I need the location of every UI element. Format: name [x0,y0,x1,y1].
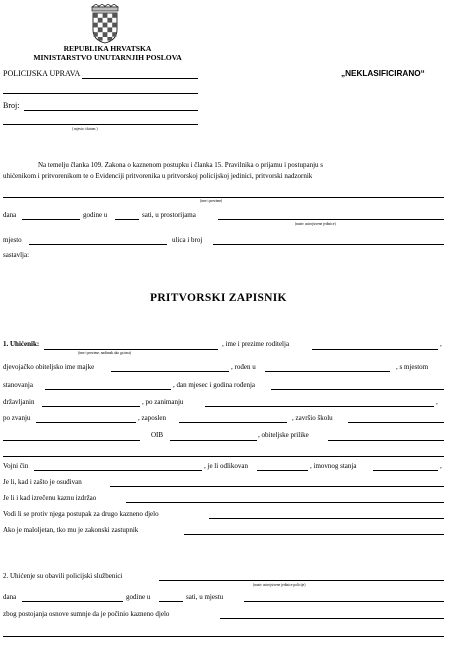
place-date-field[interactable] [3,124,198,125]
citizen-label: državljanin [3,398,35,406]
date-hours-label: sati, u prostorijama [142,211,196,219]
school-label: , završio školu [292,414,333,422]
intro-line-2: uhićenikom i pritvorenikom te o Evidenciji pritvorenika u pritvorskoj policijskoj jedinici, pritvorski nadzornik [3,172,313,180]
convicted-field[interactable] [110,486,444,487]
caught-field[interactable] [159,580,444,581]
profession-label: , po zanimanju [142,398,184,406]
other-proc-label: Vodi li se protiv njega postupak za drugo kazneno djelo [3,510,159,518]
arrested-name-hint: (ime i prezime, nadimak ako ga ima) [78,351,131,355]
residence-label: , s mjestom [396,363,429,371]
family-label: , obiteljske prilike [258,431,309,439]
school-field[interactable] [348,422,444,423]
suspicion-field[interactable] [220,618,444,619]
s2-hours-label: sati, u mjestu [186,593,224,601]
number-label: Broj: [3,101,20,110]
s2-day-label: dana [3,593,17,601]
born-field[interactable] [265,371,390,372]
employed-label: , zaposlen [138,414,166,422]
police-admin-label: POLICIJSKA UPRAVA [3,69,81,78]
s2-year-label: godine u [126,593,151,601]
maiden-field[interactable] [111,371,229,372]
address-label: stanovanja [3,381,33,389]
maiden-label: djevojačko obiteljsko ime majke [3,363,95,371]
supervisor-name-field[interactable] [3,197,444,198]
suspicion-field-2[interactable] [3,636,444,637]
intro-line-1: Na temelju članka 109. Zakona o kaznenom postupku i članka 15. Pravilnika o prijamu i postupanju s [38,161,323,169]
served-field[interactable] [126,502,444,503]
police-admin-field[interactable] [82,78,198,79]
arrested-label: 1. Uhićenik: [3,340,40,348]
supervisor-name-hint: (ime i prezime) [200,199,223,203]
parent-label: , ime i prezime roditelja [222,340,290,348]
place-date-hint: ( mjesto i datum ) [72,127,98,131]
suspicion-label: zbog postojanja osnove sumnje da je počinio kazneno djelo [3,610,170,618]
place-field[interactable] [29,244,167,245]
property-field[interactable] [373,470,438,471]
title-field[interactable] [36,422,136,423]
premises-field[interactable] [218,219,444,220]
family-field[interactable] [328,440,444,441]
parent-field[interactable] [312,349,438,350]
employed-field[interactable] [179,422,287,423]
document-title: PRITVORSKI ZAPISNIK [150,292,287,304]
date-day-label: dana [3,211,17,219]
birth-label: , dan mjesec i godina rođenja [173,381,256,389]
address-field[interactable] [45,389,171,390]
arrested-name-field[interactable] [44,349,218,350]
coat-of-arms-icon [89,4,119,44]
military-field[interactable] [34,470,202,471]
convicted-label: Je li, kad i zašto je osuđivan [3,478,82,486]
born-label: , rođen u [231,363,256,371]
caught-label: 2. Uhićenje su obavili policijski službenici [3,572,123,580]
date-year-field[interactable] [115,219,139,220]
street-field[interactable] [213,244,444,245]
profession-field[interactable] [205,406,434,407]
family-field-2[interactable] [3,456,444,457]
military-label: Vojni čin [3,462,29,470]
s2-year-field[interactable] [159,601,183,602]
s2-place-field[interactable] [244,601,444,602]
street-label: ulica i broj [172,236,203,244]
place-label: mjesto [3,236,22,244]
minor-field[interactable] [184,534,444,535]
property-label: , imovnog stanja [310,462,357,470]
compiled-label: sastavlja: [3,251,30,259]
ministry-name: MINISTARSTVO UNUTARNJIH POSLOVA [33,53,182,62]
caught-hint: (naziv ustrojstvene jedinice policije) [253,583,306,587]
number-field[interactable] [24,110,198,111]
citizen-field[interactable] [42,406,140,407]
title-label: po zvanju [3,414,31,422]
decorated-field[interactable] [257,470,308,471]
served-label: Je li i kad izrečenu kaznu izdržao [3,494,97,502]
police-admin-field-2[interactable] [3,93,198,94]
school-field-2[interactable] [3,440,140,441]
other-proc-field[interactable] [209,518,444,519]
date-year-label: godine u [83,211,108,219]
country-name: REPUBLIKA HRVATSKA [63,44,152,53]
birth-field[interactable] [271,389,444,390]
oib-label: OIB [151,431,164,439]
oib-field[interactable] [170,440,257,441]
premises-hint: (naziv ustrojstvene jedinice) [295,222,336,226]
date-day-field[interactable] [22,219,80,220]
classification-label: „NEKLASIFICIRANO“ [341,69,425,78]
decorated-label: , je li odlikovan [204,462,248,470]
minor-label: Ako je maloljetan, tko mu je zakonski zastupnik [3,526,139,534]
s2-day-field[interactable] [22,601,123,602]
